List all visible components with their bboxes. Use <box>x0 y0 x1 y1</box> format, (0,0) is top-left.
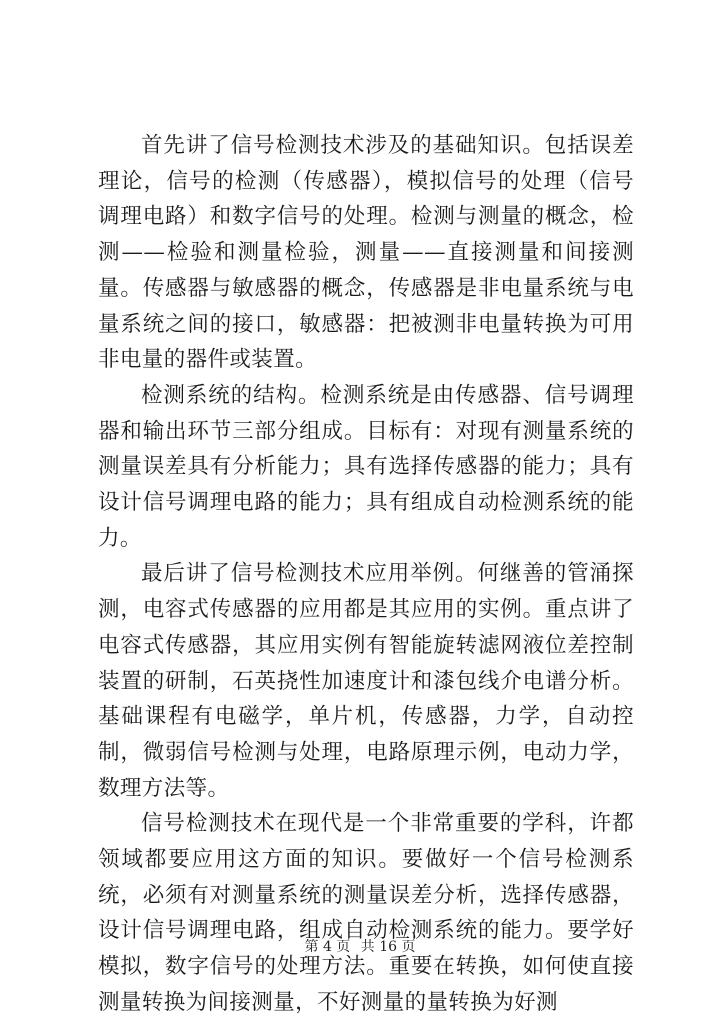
paragraph-applications: 最后讲了信号检测技术应用举例。何继善的管涌探测，电容式传感器的应用都是其应用的实例。重点讲了电容式传感器，其应用实例有智能旋转滤网液位差控制装置的研制，石英挠性加速度计和漆包线介电谱分析。基础课程有电磁学，单片机，传感器，力学，自动控制，微弱信号检测与处理，电路原理示例，电动力学，数理方法等。 <box>98 561 634 801</box>
page-footer <box>0 937 720 957</box>
page-number: 第 4 页 <box>304 939 351 955</box>
document-body <box>98 128 634 1021</box>
paragraph-fundamentals: 首先讲了信号检测技术涉及的基础知识。包括误差理论，信号的检测（传感器），模拟信号的处理（信号调理电路）和数字信号的处理。检测与测量的概念，检测——检验和测量检验，测量——直接测量和间接测量。传感器与敏感器的概念，传感器是非电量系统与电量系统之间的接口，敏感器：把被测非电量转换为可用非电量的器件或装置。 <box>98 133 634 373</box>
paragraph-importance: 信号检测技术在现代是一个非常重要的学科，许都领域都要应用这方面的知识。要做好一个信号检测系统，必须有对测量系统的测量误差分析，选择传感器，设计信号调理电路，组成自动检测系统的能力。要学好模拟，数字信号的处理方法。重要在转换，如何使直接测量转换为间接测量，不好测量的量转换为好测 <box>98 811 634 1015</box>
paragraph-system-structure: 检测系统的结构。检测系统是由传感器、信号调理器和输出环节三部分组成。目标有：对现有测量系统的测量误差具有分析能力；具有选择传感器的能力；具有设计信号调理电路的能力；具有组成自动检测系统的能力。 <box>98 382 634 551</box>
page-total: 共 16 页 <box>360 939 416 955</box>
